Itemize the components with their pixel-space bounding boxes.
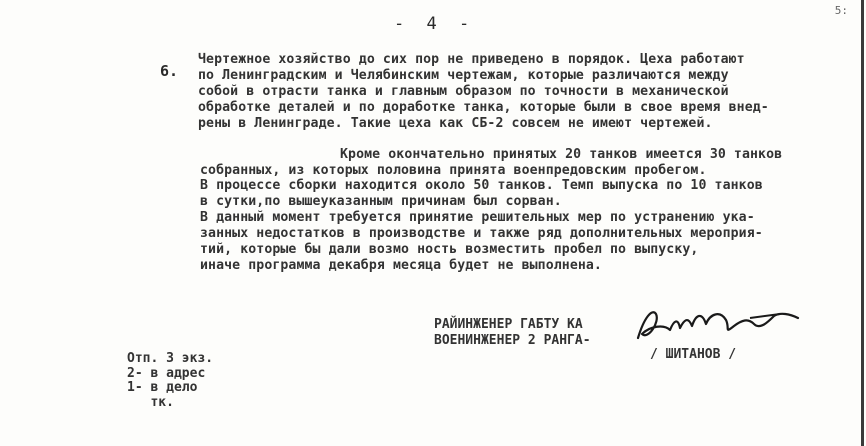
paragraph2-line: В данный момент требуется принятие решительных мер по устранению ука- <box>200 210 755 225</box>
notes-line: Отп. 3 экз. <box>127 351 214 366</box>
paragraph2-line: иначе программа декабря месяца будет не выполнена. <box>200 258 602 273</box>
handwritten-signature <box>630 300 820 350</box>
page-number: - 4 - <box>394 14 476 34</box>
paragraph2-line: Кроме окончательно принятых 20 танков имеется 30 танков <box>340 147 783 162</box>
paragraph2-line: тий, которые бы дали возмо ность возместить пробел по выпуску, <box>200 242 699 257</box>
notes-line: 2- в адрес <box>127 366 206 381</box>
corner-mark: 5: <box>834 4 848 17</box>
paragraph1-line: обработке деталей и по доработке танка, которые были в свое время внед- <box>198 100 769 115</box>
item-number: 6. <box>160 62 179 80</box>
paragraph1-line: рены в Ленинграде. Такие цеха как СБ-2 совсем не имеют чертежей. <box>198 116 713 131</box>
paragraph1-line: Чертежное хозяйство до сих пор не приведено в порядок. Цеха работают <box>198 52 745 67</box>
notes-line: тк. <box>127 395 174 410</box>
paragraph2-line: В процессе сборки находится около 50 танков. Темп выпуска по 10 танков <box>200 178 763 193</box>
signature-title-line2: ВОЕНИНЖЕНЕР 2 РАНГА- <box>434 333 591 348</box>
paragraph1-line: по Ленинградским и Челябинским чертежам, которые различаются между <box>198 68 729 83</box>
paragraph2-line: в сутки,по вышеуказанным причинам был сорван. <box>200 194 562 209</box>
paragraph2-line: собранных, из которых половина принята военпредовским пробегом. <box>200 163 707 178</box>
notes-line: 1- в дело <box>127 380 198 395</box>
paragraph1-line: собой в отрасти танка и главным образом по точности в механической <box>198 84 729 99</box>
signatory-name: / ШИТАНОВ / <box>650 347 737 362</box>
paragraph2-line: занных недостатков в производстве и также ряд дополнительных мероприя- <box>200 226 763 241</box>
signature-title-line1: РАЙИНЖЕНЕР ГАБТУ КА <box>434 317 583 332</box>
page-edge <box>861 0 864 446</box>
